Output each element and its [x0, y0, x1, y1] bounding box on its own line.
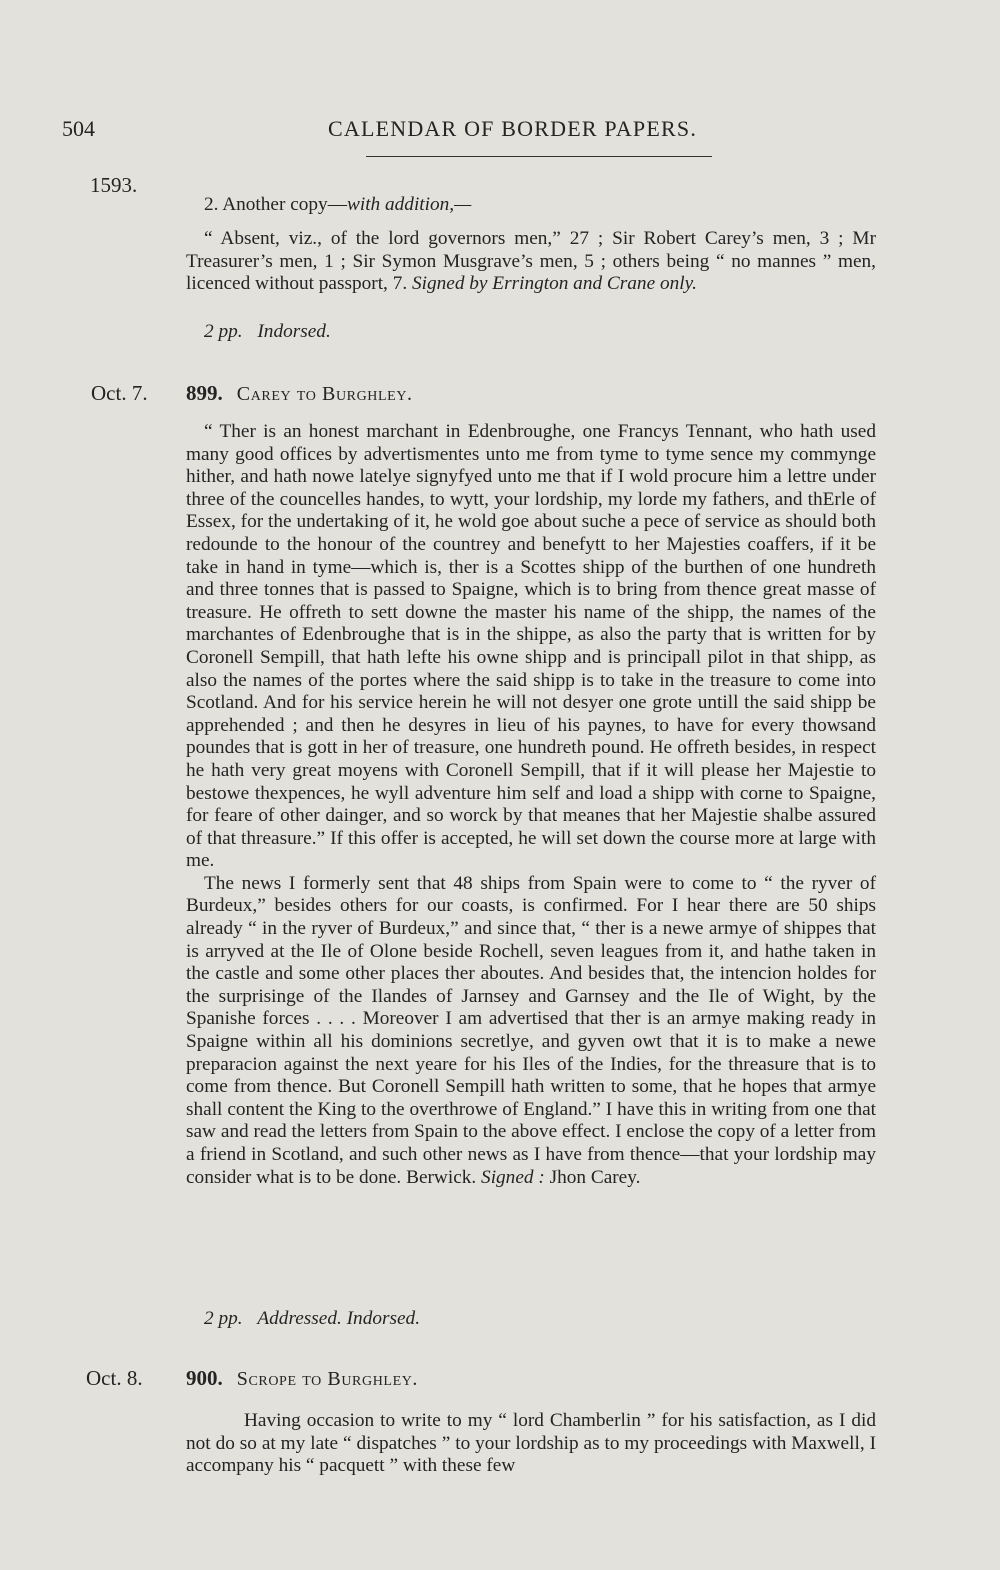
signed-note: Signed by Errington and Crane only. — [411, 273, 697, 295]
letter-paragraph-1: Having occasion to write to my “ lord Chamberlin ” for his satisfaction, as I did not do so at my late “ dispatches ” to your lordship as to my proceedings with Maxwell, I accompany his “ pacquett ” with these few — [186, 1410, 876, 1477]
entry-prev-body — [186, 228, 876, 296]
entry-900-body — [186, 1410, 876, 1478]
date-899: Oct. 7. — [91, 381, 148, 405]
item-2-label-text: 2. Another copy— — [204, 194, 347, 215]
year-margin: 1593. — [90, 173, 138, 197]
letter-paragraph-2 — [186, 873, 876, 1189]
signatory: Jhon Carey. — [549, 1166, 641, 1188]
page-count: 2 pp. — [204, 1308, 243, 1329]
entry-900-heading — [186, 1366, 418, 1391]
page-count: 2 pp. — [204, 321, 243, 342]
item-2-label — [204, 194, 471, 217]
absentee-list: “ Absent, viz., of the lord governors men,” 27 ; Sir Robert Carey’s men, 3 ; Mr Treasurer’s men, 1 ; Sir Symon Musgrave’s men, 5 ; others being “ no mannes ” men, licenced without passport, 7. — [186, 228, 876, 295]
entry-number: 899. — [186, 381, 223, 405]
endorsement: Addressed. Indorsed. — [257, 1308, 421, 1329]
header-rule — [366, 156, 712, 157]
entry-899-footer — [204, 1308, 420, 1331]
running-title: CALENDAR OF BORDER PAPERS. — [328, 116, 698, 141]
entry-899-body — [186, 421, 876, 1189]
item-2-label-italic: with addition,— — [346, 194, 472, 215]
endorsement: Indorsed. — [257, 321, 331, 342]
entry-title: Carey to Burghley. — [236, 383, 413, 405]
entry-prev-footer — [204, 321, 331, 344]
date-900: Oct. 8. — [86, 1366, 143, 1390]
signed-label: Signed : — [481, 1166, 545, 1188]
letter-paragraph-2-text: The news I formerly sent that 48 ships from Spain were to come to “ the ryver of Burdeux,” besides others for our coasts, is confirmed. For I hear there are 50 ships already “ in the ryver of Burdeux,” and since that, “ ther is a newe armye of shippes that is arryved at the Ile of Olone beside Rochell, seven leagues from it, and hathe taken in the castle and some other places ther aboutes. And besides that, the intencion holdes for the surprisinge of the Ilandes of Jarnsey and Garnsey and the Ile of Wight, by the Spanishe forces . . . . Moreover I am advertised that ther is an armye making ready in Spaigne within all his dominions secretlye, and gyven owt that it is to make a newe preparacion against the next yeare for his Iles of the Indies, for the threasure that is to come from thence. But Coronell Sempill hath written to some, that he hopes that armye shall content the King to the overthrowe of England.” I have this in writing from one that saw and read the letters from Spain to the above effect. I enclose the copy of a letter from a friend in Scotland, and such other news as I have from thence—that your lordship may consider what is to be done. Berwick. — [186, 872, 876, 1188]
letter-paragraph-1: “ Ther is an honest marchant in Edenbroughe, one Francys Tennant, who hath used many good offices by advertismentes unto me from tyme to tyme sence my commynge hither, and hath nowe latelye signyfyed unto me that if I wold procure him a lettre under three of the councelles handes, to wytt, your lordship, my lorde my fathers, and thErle of Essex, for the undertaking of it, he wold goe about suche a pece of service as should both redounde to the honour of the countrey and benefytt to her Majesties coaffers, if it be take in hand in tyme—which is, ther is a Scottes shipp of the burthen of one hundreth and three tonnes that is passed to Spaigne, which is to bring from thence great masse of treasure. He offreth to sett downe the master his name of the shipp, the names of the marchantes of Edenbroughe that is in the shippe, as also the party that is written for by Coronell Sempill, that hath lefte his owne shipp and is principall pilot in that shipp, as also the names of the portes where the said shipp is to take in the treasure to come into Scotland. And for his service herein he will not desyer one grote untill the said shipp be apprehended ; and then he desyres in lieu of his paynes, to have for every thowsand poundes that is gott in her of treasure, one hundreth pound. He offreth besides, in respect he hath very great moyens with Coronell Sempill, that if it will please her Majestie to bestowe thexpences, he wyll adventure him self and load a shipp with corne to Spaigne, for feare of other dainger, and so worck by that meanes that her Majestie shalbe assured of that threasure.” If this offer is accepted, he will set down the course more at large with me. — [186, 421, 876, 872]
entry-title: Scrope to Burghley. — [236, 1368, 419, 1390]
page-number: 504 — [62, 116, 95, 141]
entry-number: 900. — [186, 1366, 223, 1390]
entry-899-heading — [186, 381, 413, 406]
